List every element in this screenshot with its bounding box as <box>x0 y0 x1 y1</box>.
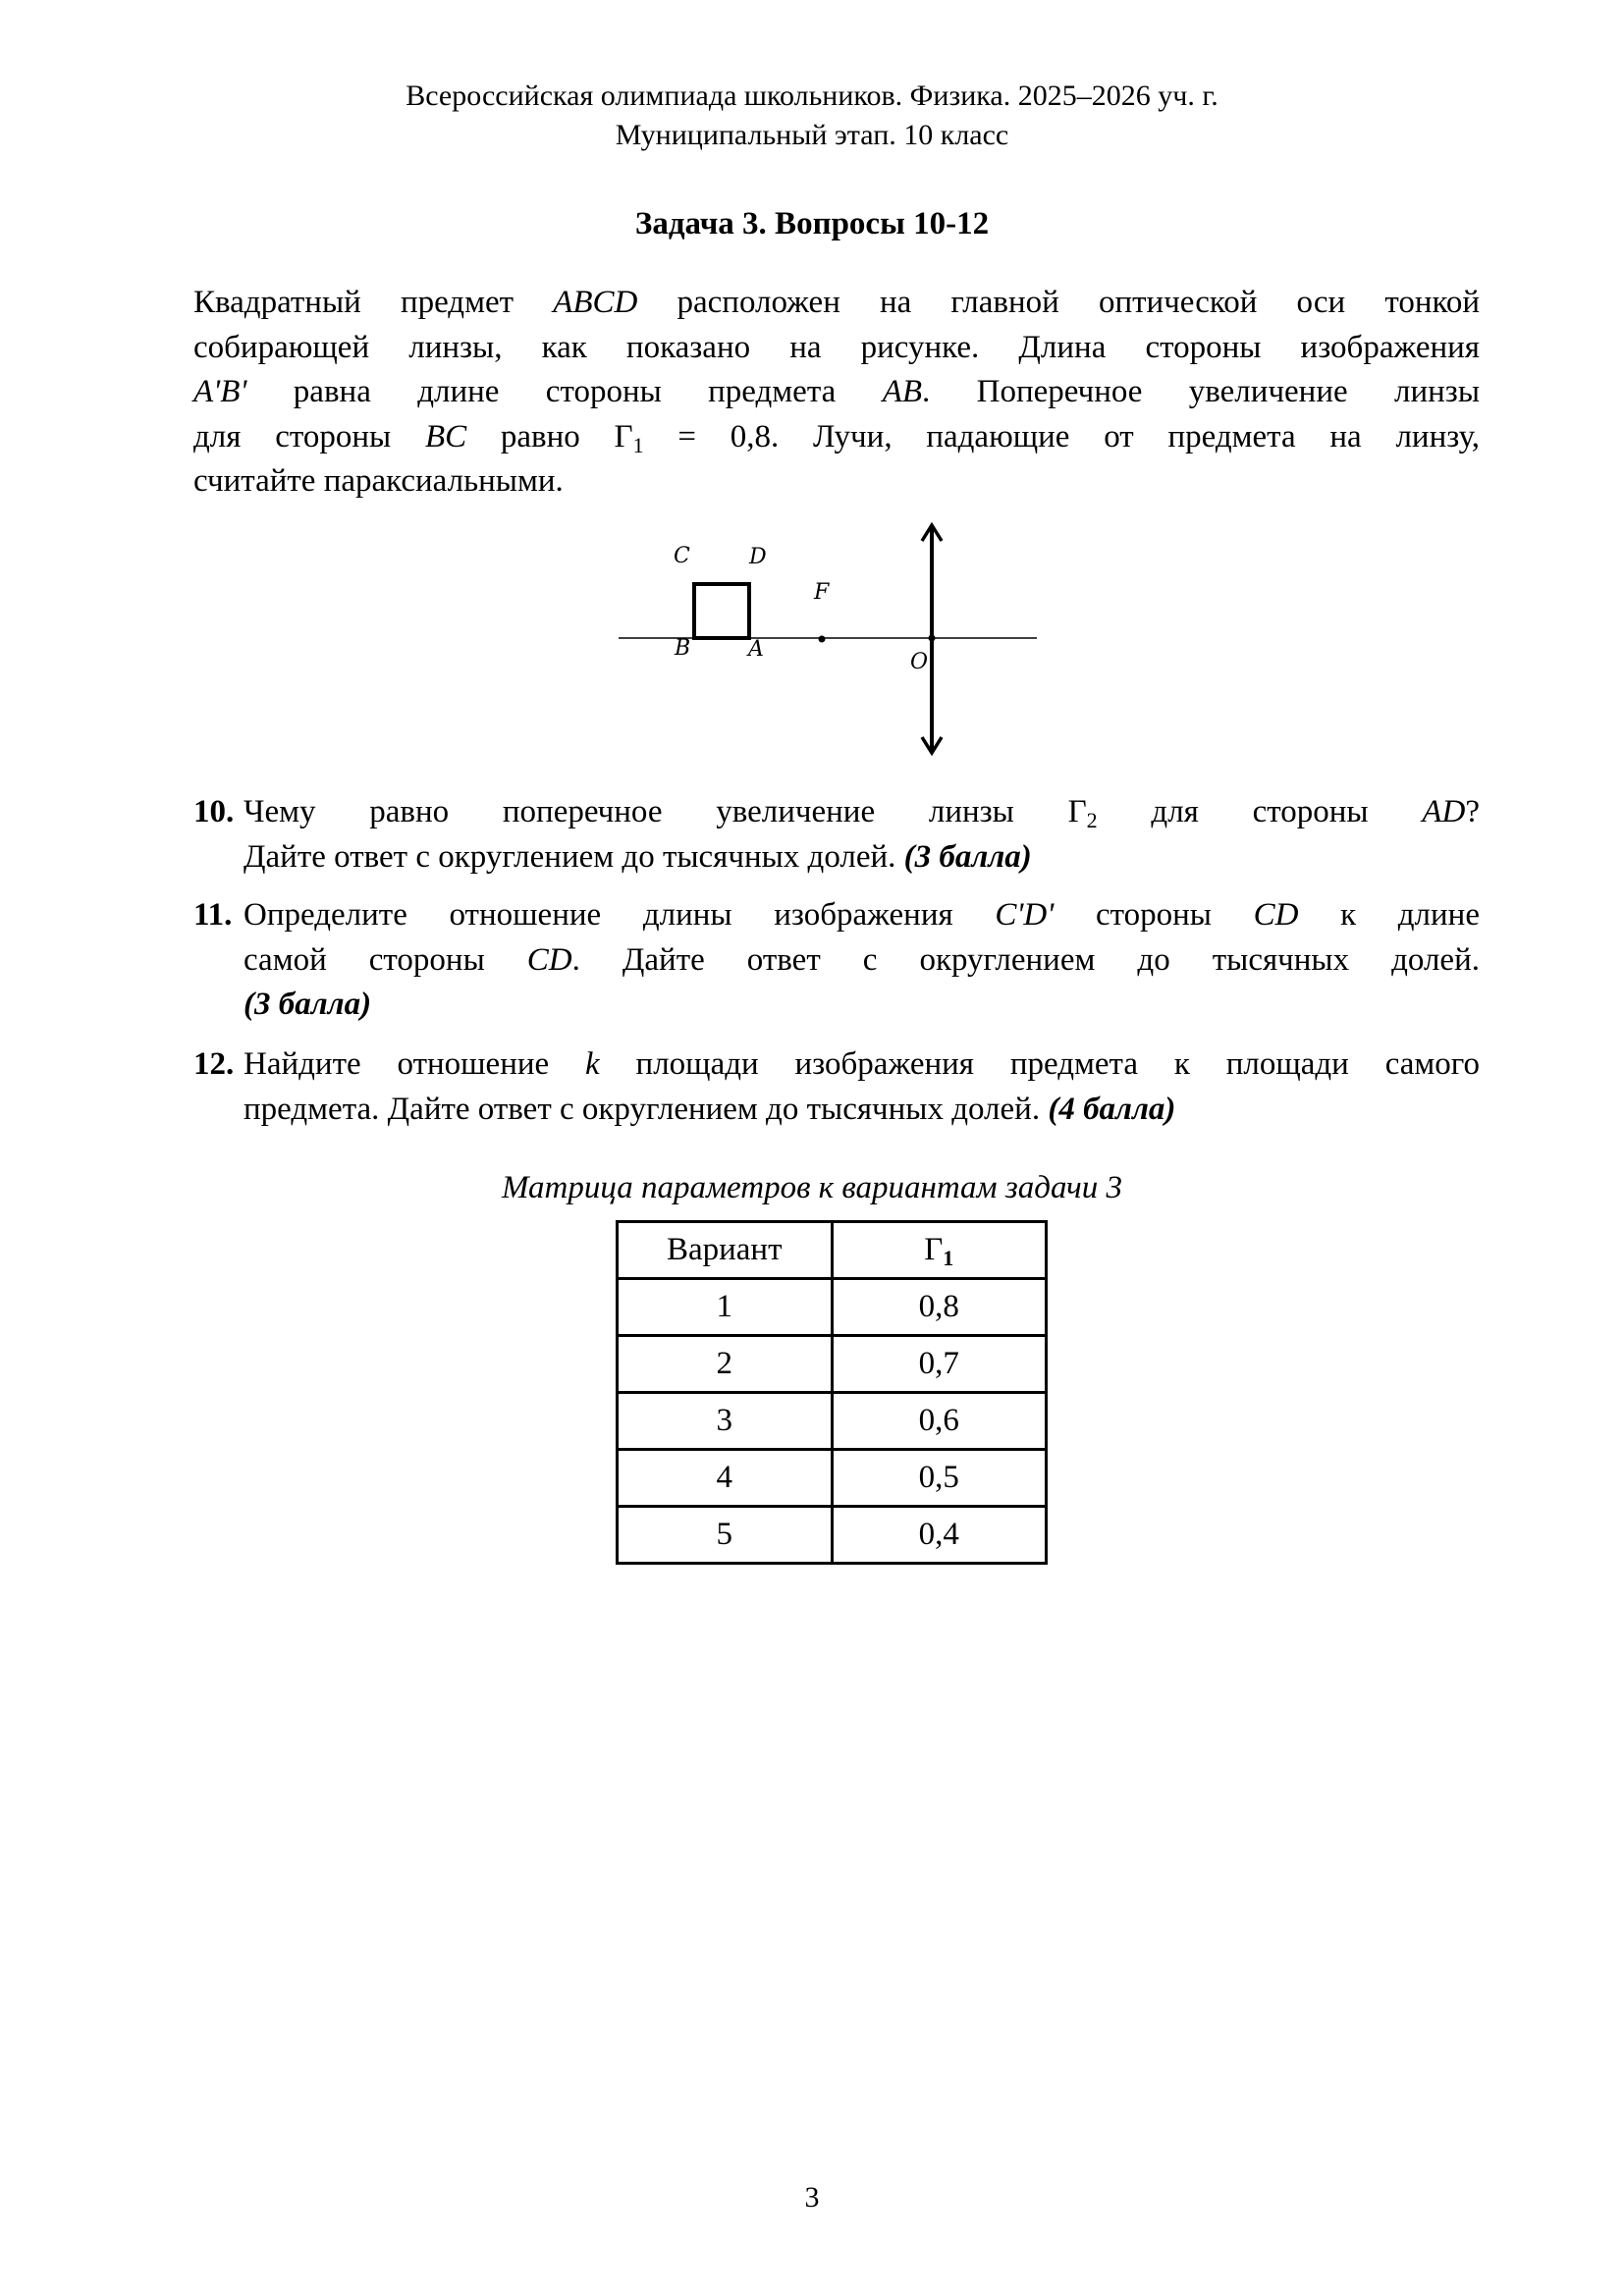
text: для стороны <box>1097 794 1423 829</box>
math-subscript: 2 <box>1086 808 1098 832</box>
math-k: k <box>585 1046 600 1082</box>
cell-variant: 2 <box>618 1336 833 1393</box>
math-cd: CD <box>1253 897 1299 933</box>
statement-line: считайте параксиальными. <box>193 463 564 499</box>
table-header-row <box>618 1222 1047 1279</box>
column-header-gamma1 <box>832 1222 1047 1279</box>
points-label: (3 балла) <box>244 987 372 1022</box>
parameter-table <box>616 1220 1048 1565</box>
question-line <box>244 983 1480 1028</box>
question-line <box>244 1088 1480 1133</box>
text: стороны <box>1054 897 1254 933</box>
cell-gamma1: 0,4 <box>832 1507 1047 1564</box>
focus-point <box>819 636 826 643</box>
text: ? <box>1465 794 1480 829</box>
label-b: B <box>675 636 691 661</box>
optics-diagram <box>589 510 1080 775</box>
question-number: 10. <box>193 794 235 829</box>
math-gamma: Γ <box>1067 794 1087 829</box>
math-subscript: 1 <box>632 432 644 457</box>
header-line-1: Всероссийская олимпиада школьников. Физика. 2025–2026 уч. г. <box>406 80 1218 112</box>
label-f: F <box>814 580 830 605</box>
page-number: 3 <box>804 2181 820 2214</box>
cell-gamma1: 0,8 <box>832 1279 1047 1336</box>
text: равна длине стороны предмета <box>246 374 883 409</box>
header-line-2: Муниципальный этап. 10 класс <box>615 119 1009 151</box>
cell-gamma1: 0,7 <box>832 1336 1047 1393</box>
text: Квадратный предмет <box>193 285 554 320</box>
question-11 <box>193 893 1480 1028</box>
question-line <box>244 893 1480 938</box>
label-a: A <box>748 637 764 662</box>
math-cd: CD <box>526 941 572 978</box>
text: к длине <box>1298 897 1480 933</box>
math-bc: BC <box>424 418 467 454</box>
math-ad: AD <box>1422 794 1466 829</box>
text: самой стороны <box>244 941 527 978</box>
problem-statement <box>193 281 1480 505</box>
math-c-d-prime: C'D' <box>995 897 1055 933</box>
math-abcd: ABCD <box>553 285 638 320</box>
square-object <box>694 584 749 638</box>
question-line <box>244 835 1480 881</box>
question-10 <box>193 790 1480 880</box>
cell-gamma1: 0,6 <box>832 1393 1047 1450</box>
text: равно <box>466 418 615 454</box>
text: расположен на главной оптической оси тонкой <box>637 285 1480 320</box>
cell-gamma1: 0,5 <box>832 1450 1047 1507</box>
table-row <box>618 1450 1047 1507</box>
question-number: 11. <box>193 897 233 933</box>
cell-variant: 4 <box>618 1450 833 1507</box>
math-gamma: Γ <box>924 1232 944 1267</box>
column-header-variant: Вариант <box>618 1222 833 1279</box>
label-o: O <box>910 650 929 674</box>
statement-line: собирающей линзы, как показано на рисунке. Длина стороны изображения <box>193 329 1480 365</box>
text: площади изображения предмета к площади самого <box>599 1046 1480 1082</box>
text: . Поперечное увеличение линзы <box>922 374 1481 409</box>
text: Найдите отношение <box>244 1046 586 1082</box>
cell-variant: 3 <box>618 1393 833 1450</box>
question-line <box>244 1042 1480 1088</box>
points-label: (3 балла) <box>903 838 1032 875</box>
text: Определите отношение длины изображения <box>244 897 996 933</box>
math-ab: AB <box>882 374 923 409</box>
statement-line <box>193 281 1480 326</box>
question-line <box>244 790 1480 835</box>
points-label: (4 балла) <box>1048 1091 1176 1127</box>
cell-variant: 5 <box>618 1507 833 1564</box>
table-row <box>618 1507 1047 1564</box>
table-caption: Матрица параметров к вариантам задачи 3 <box>501 1170 1122 1205</box>
text: = 0,8. Лучи, падающие от предмета на линзу, <box>643 418 1481 454</box>
text: для стороны <box>193 418 425 454</box>
question-12 <box>193 1042 1480 1132</box>
statement-line <box>193 415 1480 460</box>
cell-variant: 1 <box>618 1279 833 1336</box>
math-gamma: Γ <box>614 418 633 454</box>
table-row <box>618 1336 1047 1393</box>
text: . Дайте ответ с округлением до тысячных долей. <box>571 941 1480 978</box>
page-header <box>0 77 1624 155</box>
math-a-b-prime: A'B' <box>193 374 247 409</box>
text: предмета. Дайте ответ с округлением до тысячных долей. <box>244 1091 1049 1127</box>
table-row <box>618 1279 1047 1336</box>
statement-line <box>193 370 1480 415</box>
label-d: D <box>749 545 767 569</box>
text: Дайте ответ с округлением до тысячных долей. <box>244 838 904 875</box>
question-number: 12. <box>193 1046 235 1082</box>
label-c: C <box>674 544 690 568</box>
table-row <box>618 1393 1047 1450</box>
question-line <box>244 938 1480 984</box>
text: Чему равно поперечное увеличение линзы <box>244 794 1068 829</box>
problem-title: Задача 3. Вопросы 10-12 <box>634 206 990 241</box>
math-subscript: 1 <box>943 1246 954 1270</box>
